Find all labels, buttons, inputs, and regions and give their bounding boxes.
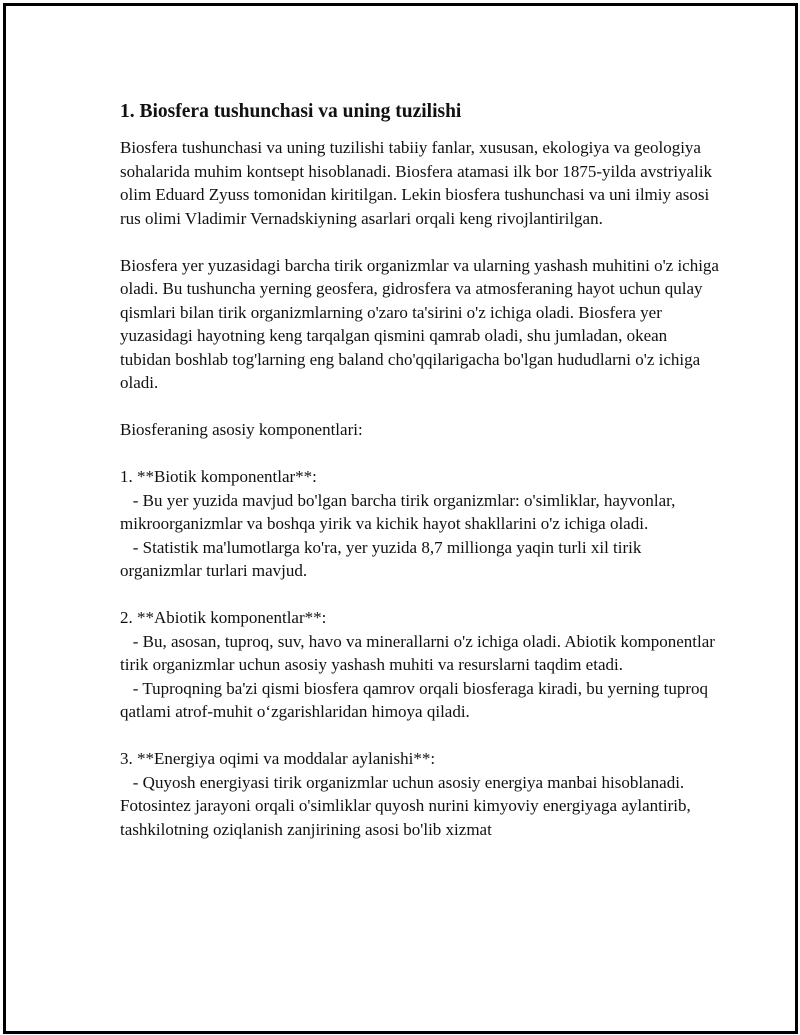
page-title: 1. Biosfera tushunchasi va uning tuzilishi — [120, 101, 462, 122]
paragraph-spacer — [120, 230, 720, 254]
paragraph-spacer — [120, 583, 720, 607]
paragraph-spacer — [120, 395, 720, 419]
paragraph-biotic: 1. **Biotik komponentlar**: - Bu yer yuzida mavjud bo'lgan barcha tirik organizmlar: o'simliklar, hayvonlar, mikroorganizmlar va boshqa yirik va kichik hayot shakllarini o'z ichiga oladi. - Statistik ma'lumotlarga ko'ra, yer yuzida 8,7 millionga yaqin turli xil tirik organizmlar turlari mavjud. — [120, 467, 676, 580]
paragraph-energy: 3. **Energiya oqimi va moddalar aylanishi**: - Quyosh energiyasi tirik organizmlar uchun asosiy energiya manbai hisoblanadi. Fotosintez jarayoni orqali o'simliklar quyosh nurini kimyoviy energiyaga aylantirib, tashkilotning oziqlanish zanjirining asosi bo'lib xizmat — [120, 749, 691, 839]
paragraph-spacer — [120, 442, 720, 466]
paragraph-components-heading: Biosferaning asosiy komponentlari: — [120, 420, 363, 439]
paragraph-spacer — [120, 724, 720, 748]
paragraph-definition: Biosfera yer yuzasidagi barcha tirik organizmlar va ularning yashash muhitini o'z ichiga oladi. Bu tushuncha yerning geosfera, gidrosfera va atmosferaning hayot uchun qulay qismlari bilan tirik organizmlarning o'zaro ta'sirini o'z ichiga oladi. Biosfera yer yuzasidagi hayotning keng tarqalgan qismini qamrab oladi, shu jumladan, okean tubidan boshlab tog'larning eng baland cho'qqilarigacha bo'lgan hududlarni o'z ichiga oladi. — [120, 255, 724, 392]
document-body — [120, 98, 724, 841]
page-frame — [3, 3, 798, 1034]
paragraph-abiotic: 2. **Abiotik komponentlar**: - Bu, asosan, tuproq, suv, havo va minerallarni o'z ichiga oladi. Abiotik komponentlar tirik organizmlar uchun asosiy yashash muhiti va resurslarni taqdim etadi. - Tuproqning ba'zi qismi biosfera qamrov orqali biosferaga kiradi, bu yerning tuproq qatlami atrof-muhit o‘zgarishlaridan himoya qiladi. — [120, 608, 715, 721]
paragraph-intro: Biosfera tushunchasi va uning tuzilishi tabiiy fanlar, xususan, ekologiya va geologiya sohalarida muhim kontsept hisoblanadi. Biosfera atamasi ilk bor 1875-yilda avstriyalik olim Eduard Zyuss tomonidan kiritilgan. Lekin biosfera tushunchasi va uni ilmiy asosi rus olimi Vladimir Vernadskiyning asarlari orqali keng rivojlantirilgan. — [120, 138, 717, 228]
